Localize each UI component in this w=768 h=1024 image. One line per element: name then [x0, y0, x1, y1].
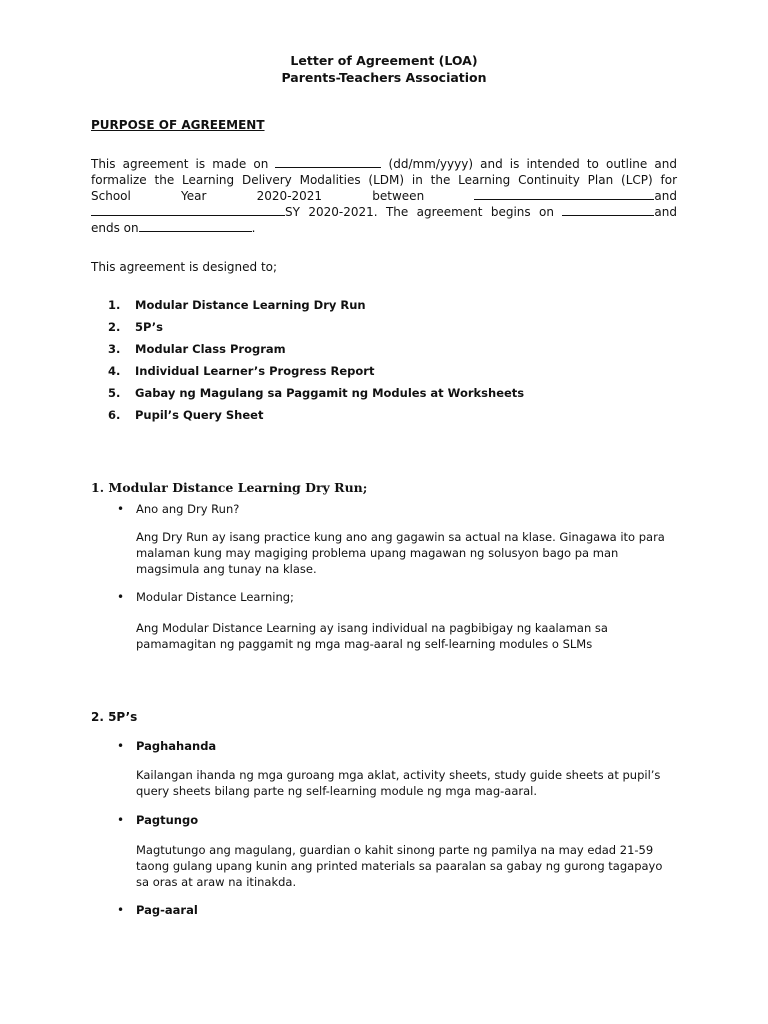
list-item: 5. Gabay ng Magulang sa Paggamit ng Modules at Worksheets: [108, 386, 525, 400]
document-subtitle: Parents-Teachers Association: [281, 70, 487, 85]
bullet-icon: •: [117, 813, 125, 827]
bullet-icon: •: [117, 903, 125, 917]
purpose-heading: PURPOSE OF AGREEMENT: [91, 118, 265, 132]
list-item: 4. Individual Learner’s Progress Report: [108, 364, 375, 378]
bullet-icon: •: [117, 590, 125, 604]
section-2-bullet-2-label: Pagtungo: [136, 813, 199, 827]
section-2-bullet-1-body: Kailangan ihanda ng mga guroang mga aklat, activity sheets, study guide sheets at pupil’s query sheets bilang parte ng self-learning module ng mga mag-aaral.: [136, 768, 661, 798]
agreement-line-2: formalize the Learning Delivery Modalities (LDM) in the Learning Continuity Plan (LCP) for: [91, 173, 677, 187]
section-1-heading: 1. Modular Distance Learning Dry Run;: [91, 480, 368, 495]
list-item: 2. 5P’s: [108, 320, 163, 334]
section-2-bullet-3-label: Pag-aaral: [136, 903, 198, 917]
section-1-bullet-2-body: Ang Modular Distance Learning ay isang individual na pagbibigay ng kaalaman sa pamamagitan ng paggamit ng mga mag-aaral ng self-learning modules o SLMs: [136, 621, 608, 651]
agreement-line-3: School Year 2020-2021 between and: [91, 189, 677, 203]
bullet-icon: •: [117, 502, 125, 516]
agreement-paragraph: [91, 156, 677, 236]
section-2-heading: 2. 5P’s: [91, 710, 138, 724]
agreement-line-1: This agreement is made on (dd/mm/yyyy) and is intended to outline and: [91, 157, 677, 171]
end-date-blank: [139, 220, 252, 232]
agreement-list: [108, 297, 524, 429]
agreement-line-4: SY 2020-2021. The agreement begins on and: [91, 204, 677, 220]
list-item: 3. Modular Class Program: [108, 342, 286, 356]
date-blank: [275, 156, 381, 168]
start-date-blank: [562, 204, 654, 216]
party-blank-2: [91, 204, 285, 216]
list-item: 1. Modular Distance Learning Dry Run: [108, 298, 366, 312]
section-1-bullet-2-label: Modular Distance Learning;: [136, 590, 294, 604]
section-1-bullet-1-body: Ang Dry Run ay isang practice kung ano ang gagawin sa actual na klase. Ginagawa ito para malaman kung may magiging problema upang magawan ng solusyon bago pa man magsimula ang tunay na klase.: [136, 530, 665, 576]
section-1-bullet-1-label: Ano ang Dry Run?: [136, 502, 240, 516]
list-item: 6. Pupil’s Query Sheet: [108, 408, 264, 422]
section-2-bullet-2-body: Magtutungo ang magulang, guardian o kahit sinong parte ng pamilya na may edad 21-59 taong gulang upang kunin ang printed materials sa paaralan sa gabay ng gurong tagapayo sa oras at araw na itinakda.: [136, 843, 663, 889]
party-blank-1: [474, 188, 654, 200]
bullet-icon: •: [117, 739, 125, 753]
section-2-bullet-1-label: Paghahanda: [136, 739, 217, 753]
designed-to-text: This agreement is designed to;: [91, 260, 278, 274]
agreement-line-5: ends on .: [91, 221, 256, 235]
document-title: Letter of Agreement (LOA): [290, 53, 478, 68]
